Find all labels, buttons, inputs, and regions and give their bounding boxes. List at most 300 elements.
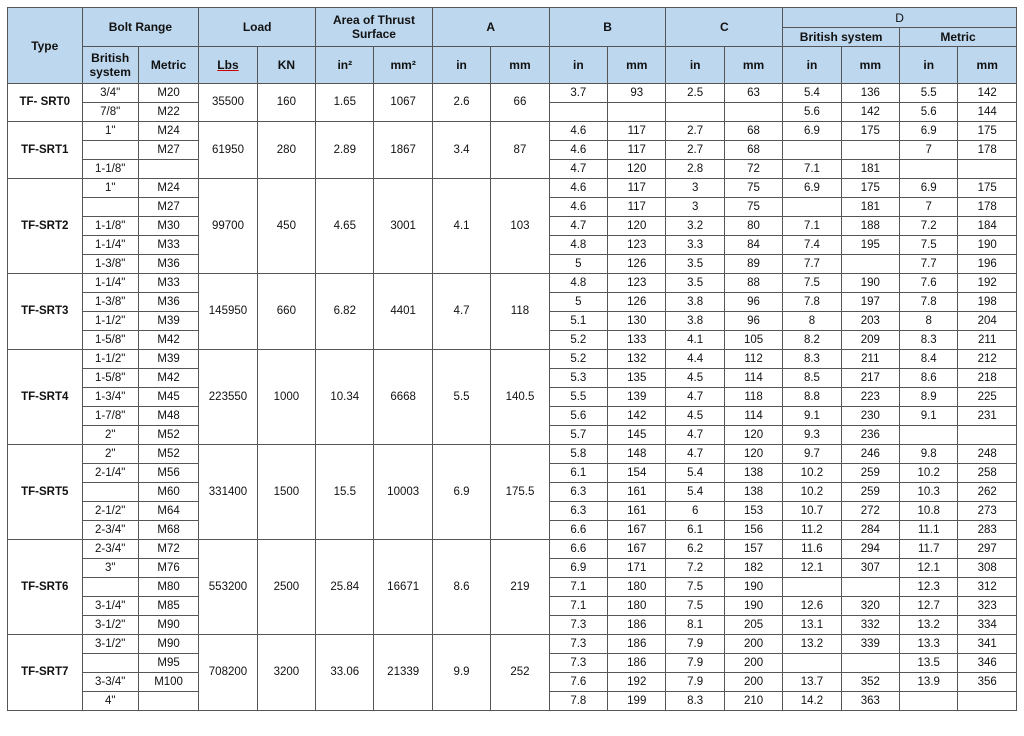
d-m-mm-cell: 178 — [958, 198, 1017, 217]
table-row — [8, 84, 1017, 103]
d-b-mm-cell: 136 — [841, 84, 899, 103]
b-in-cell: 5 — [549, 293, 607, 312]
b-mm-cell: 167 — [608, 521, 666, 540]
b-mm-cell: 130 — [608, 312, 666, 331]
d-b-mm-cell: 181 — [841, 198, 899, 217]
c-mm-cell: 80 — [724, 217, 782, 236]
d-b-mm-cell: 197 — [841, 293, 899, 312]
in2-cell: 15.5 — [316, 445, 374, 540]
c-in-cell: 5.4 — [666, 483, 724, 502]
c-mm-cell: 75 — [724, 198, 782, 217]
d-b-in-cell: 5.6 — [783, 103, 841, 122]
type-cell: TF- SRT0 — [8, 84, 83, 122]
c-in-cell: 6.1 — [666, 521, 724, 540]
c-in-cell: 4.7 — [666, 388, 724, 407]
d-m-mm-cell: 211 — [958, 331, 1017, 350]
c-mm-cell: 138 — [724, 464, 782, 483]
table-row — [8, 179, 1017, 198]
brit-cell — [82, 654, 138, 673]
b-mm-cell: 145 — [608, 426, 666, 445]
d-m-in-cell: 8 — [900, 312, 958, 331]
d-b-in-cell: 12.6 — [783, 597, 841, 616]
d-m-in-cell: 12.7 — [900, 597, 958, 616]
b-mm-cell: 133 — [608, 331, 666, 350]
b-mm-cell: 135 — [608, 369, 666, 388]
a-in-cell: 8.6 — [432, 540, 490, 635]
header-d-metric-in: in — [900, 47, 958, 84]
d-m-mm-cell: 142 — [958, 84, 1017, 103]
d-m-mm-cell: 225 — [958, 388, 1017, 407]
d-m-mm-cell: 297 — [958, 540, 1017, 559]
d-b-mm-cell: 188 — [841, 217, 899, 236]
d-m-in-cell: 9.1 — [900, 407, 958, 426]
header-d-british-mm: mm — [841, 47, 899, 84]
table-row — [8, 350, 1017, 369]
d-b-in-cell: 8.5 — [783, 369, 841, 388]
b-mm-cell: 192 — [608, 673, 666, 692]
c-in-cell: 2.7 — [666, 122, 724, 141]
d-m-in-cell: 12.1 — [900, 559, 958, 578]
lbs-cell: 35500 — [199, 84, 257, 122]
b-mm-cell: 117 — [608, 122, 666, 141]
brit-cell: 3" — [82, 559, 138, 578]
metric-cell: M36 — [138, 293, 198, 312]
c-in-cell: 3.2 — [666, 217, 724, 236]
brit-cell: 2-1/4" — [82, 464, 138, 483]
header-b-mm: mm — [608, 47, 666, 84]
b-mm-cell: 142 — [608, 407, 666, 426]
d-b-in-cell: 11.6 — [783, 540, 841, 559]
d-b-in-cell: 14.2 — [783, 692, 841, 711]
b-mm-cell: 120 — [608, 217, 666, 236]
b-in-cell: 4.6 — [549, 122, 607, 141]
d-m-mm-cell: 346 — [958, 654, 1017, 673]
header-bolt-range: Bolt Range — [82, 8, 199, 47]
d-m-in-cell: 5.5 — [900, 84, 958, 103]
b-in-cell: 5.1 — [549, 312, 607, 331]
c-in-cell: 7.5 — [666, 597, 724, 616]
d-m-in-cell: 9.8 — [900, 445, 958, 464]
c-mm-cell: 120 — [724, 426, 782, 445]
metric-cell: M24 — [138, 122, 198, 141]
lbs-cell: 61950 — [199, 122, 257, 179]
b-mm-cell: 117 — [608, 141, 666, 160]
header-d-metric-mm: mm — [958, 47, 1017, 84]
b-mm-cell: 199 — [608, 692, 666, 711]
a-mm-cell: 175.5 — [491, 445, 549, 540]
d-b-mm-cell: 272 — [841, 502, 899, 521]
d-b-in-cell — [783, 654, 841, 673]
d-b-in-cell — [783, 141, 841, 160]
d-m-mm-cell: 231 — [958, 407, 1017, 426]
b-mm-cell: 120 — [608, 160, 666, 179]
d-b-in-cell: 8.2 — [783, 331, 841, 350]
c-mm-cell: 88 — [724, 274, 782, 293]
d-m-mm-cell: 196 — [958, 255, 1017, 274]
d-m-in-cell: 7.8 — [900, 293, 958, 312]
brit-cell: 1-5/8" — [82, 369, 138, 388]
d-m-mm-cell: 258 — [958, 464, 1017, 483]
d-m-mm-cell — [958, 160, 1017, 179]
b-in-cell: 5.7 — [549, 426, 607, 445]
b-mm-cell: 180 — [608, 597, 666, 616]
metric-cell: M24 — [138, 179, 198, 198]
d-m-mm-cell — [958, 692, 1017, 711]
d-m-in-cell: 8.4 — [900, 350, 958, 369]
d-m-mm-cell: 175 — [958, 179, 1017, 198]
header-a-in: in — [432, 47, 490, 84]
c-mm-cell: 96 — [724, 293, 782, 312]
kn-cell: 1000 — [257, 350, 315, 445]
d-m-in-cell: 13.2 — [900, 616, 958, 635]
d-m-mm-cell: 308 — [958, 559, 1017, 578]
c-mm-cell: 114 — [724, 407, 782, 426]
brit-cell: 3-3/4" — [82, 673, 138, 692]
d-b-in-cell: 13.1 — [783, 616, 841, 635]
a-mm-cell: 87 — [491, 122, 549, 179]
d-m-in-cell: 10.2 — [900, 464, 958, 483]
d-b-mm-cell: 190 — [841, 274, 899, 293]
d-m-mm-cell: 184 — [958, 217, 1017, 236]
b-in-cell: 5.5 — [549, 388, 607, 407]
metric-cell: M68 — [138, 521, 198, 540]
d-m-in-cell: 6.9 — [900, 122, 958, 141]
b-mm-cell: 123 — [608, 236, 666, 255]
metric-cell: M85 — [138, 597, 198, 616]
metric-cell: M45 — [138, 388, 198, 407]
c-in-cell: 3.5 — [666, 274, 724, 293]
d-b-mm-cell: 246 — [841, 445, 899, 464]
c-in-cell: 3.5 — [666, 255, 724, 274]
d-m-mm-cell: 190 — [958, 236, 1017, 255]
b-mm-cell: 123 — [608, 274, 666, 293]
brit-cell: 3-1/2" — [82, 635, 138, 654]
d-m-in-cell: 7.6 — [900, 274, 958, 293]
c-mm-cell: 138 — [724, 483, 782, 502]
d-b-mm-cell: 223 — [841, 388, 899, 407]
in2-cell: 25.84 — [316, 540, 374, 635]
c-mm-cell: 84 — [724, 236, 782, 255]
b-mm-cell: 148 — [608, 445, 666, 464]
d-b-in-cell: 7.5 — [783, 274, 841, 293]
c-in-cell: 6.2 — [666, 540, 724, 559]
d-m-in-cell: 8.6 — [900, 369, 958, 388]
d-b-in-cell: 7.4 — [783, 236, 841, 255]
brit-cell: 3/4" — [82, 84, 138, 103]
c-mm-cell: 112 — [724, 350, 782, 369]
d-b-mm-cell: 203 — [841, 312, 899, 331]
d-b-mm-cell: 307 — [841, 559, 899, 578]
metric-cell: M60 — [138, 483, 198, 502]
a-in-cell: 2.6 — [432, 84, 490, 122]
b-in-cell — [549, 103, 607, 122]
d-m-in-cell — [900, 160, 958, 179]
b-in-cell: 7.8 — [549, 692, 607, 711]
c-in-cell: 8.3 — [666, 692, 724, 711]
d-b-in-cell: 10.7 — [783, 502, 841, 521]
metric-cell: M39 — [138, 312, 198, 331]
c-mm-cell: 72 — [724, 160, 782, 179]
kn-cell: 3200 — [257, 635, 315, 711]
d-b-mm-cell: 320 — [841, 597, 899, 616]
b-mm-cell: 186 — [608, 654, 666, 673]
brit-cell: 7/8" — [82, 103, 138, 122]
metric-cell: M42 — [138, 331, 198, 350]
d-b-mm-cell: 352 — [841, 673, 899, 692]
metric-cell: M27 — [138, 198, 198, 217]
metric-cell — [138, 160, 198, 179]
d-m-mm-cell — [958, 426, 1017, 445]
d-b-in-cell: 7.1 — [783, 217, 841, 236]
b-in-cell: 5.3 — [549, 369, 607, 388]
d-b-mm-cell — [841, 578, 899, 597]
header-d-british-in: in — [783, 47, 841, 84]
c-mm-cell: 118 — [724, 388, 782, 407]
b-in-cell: 3.7 — [549, 84, 607, 103]
kn-cell: 2500 — [257, 540, 315, 635]
metric-cell: M48 — [138, 407, 198, 426]
type-cell: TF-SRT3 — [8, 274, 83, 350]
metric-cell: M52 — [138, 445, 198, 464]
c-mm-cell: 153 — [724, 502, 782, 521]
b-in-cell: 6.9 — [549, 559, 607, 578]
a-in-cell: 4.1 — [432, 179, 490, 274]
c-mm-cell: 63 — [724, 84, 782, 103]
d-m-mm-cell: 192 — [958, 274, 1017, 293]
c-in-cell: 3.3 — [666, 236, 724, 255]
metric-cell: M20 — [138, 84, 198, 103]
metric-cell: M64 — [138, 502, 198, 521]
metric-cell: M33 — [138, 236, 198, 255]
a-in-cell: 6.9 — [432, 445, 490, 540]
d-b-mm-cell: 217 — [841, 369, 899, 388]
d-b-in-cell: 13.2 — [783, 635, 841, 654]
type-cell: TF-SRT5 — [8, 445, 83, 540]
d-b-in-cell: 8.8 — [783, 388, 841, 407]
b-mm-cell: 161 — [608, 502, 666, 521]
d-b-mm-cell — [841, 141, 899, 160]
in2-cell: 2.89 — [316, 122, 374, 179]
lbs-cell: 331400 — [199, 445, 257, 540]
header-mm2: mm² — [374, 47, 432, 84]
b-mm-cell: 93 — [608, 84, 666, 103]
b-in-cell: 5 — [549, 255, 607, 274]
c-mm-cell: 96 — [724, 312, 782, 331]
d-b-in-cell: 12.1 — [783, 559, 841, 578]
d-b-in-cell: 9.1 — [783, 407, 841, 426]
type-cell: TF-SRT1 — [8, 122, 83, 179]
mm2-cell: 6668 — [374, 350, 432, 445]
b-in-cell: 6.3 — [549, 502, 607, 521]
metric-cell: M30 — [138, 217, 198, 236]
c-mm-cell: 190 — [724, 578, 782, 597]
a-mm-cell: 118 — [491, 274, 549, 350]
brit-cell: 1-1/2" — [82, 350, 138, 369]
b-mm-cell: 186 — [608, 616, 666, 635]
b-mm-cell: 117 — [608, 198, 666, 217]
d-b-in-cell: 7.1 — [783, 160, 841, 179]
brit-cell: 1-1/8" — [82, 217, 138, 236]
table-row — [8, 635, 1017, 654]
d-m-in-cell: 13.9 — [900, 673, 958, 692]
c-in-cell: 4.4 — [666, 350, 724, 369]
d-m-mm-cell: 341 — [958, 635, 1017, 654]
c-mm-cell: 68 — [724, 141, 782, 160]
brit-cell: 1-1/2" — [82, 312, 138, 331]
c-mm-cell — [724, 103, 782, 122]
b-mm-cell: 117 — [608, 179, 666, 198]
brit-cell: 3-1/4" — [82, 597, 138, 616]
c-mm-cell: 68 — [724, 122, 782, 141]
c-mm-cell: 200 — [724, 654, 782, 673]
brit-cell: 4" — [82, 692, 138, 711]
d-m-in-cell: 5.6 — [900, 103, 958, 122]
kn-cell: 280 — [257, 122, 315, 179]
c-in-cell: 7.9 — [666, 654, 724, 673]
mm2-cell: 3001 — [374, 179, 432, 274]
d-b-in-cell: 13.7 — [783, 673, 841, 692]
d-b-mm-cell: 181 — [841, 160, 899, 179]
kn-cell: 450 — [257, 179, 315, 274]
d-b-mm-cell: 363 — [841, 692, 899, 711]
brit-cell: 2-3/4" — [82, 521, 138, 540]
d-m-in-cell: 7 — [900, 198, 958, 217]
spec-table-wrapper — [7, 7, 1017, 711]
metric-cell: M72 — [138, 540, 198, 559]
brit-cell — [82, 141, 138, 160]
lbs-cell: 145950 — [199, 274, 257, 350]
d-b-mm-cell: 339 — [841, 635, 899, 654]
kn-cell: 660 — [257, 274, 315, 350]
brit-cell: 1-1/8" — [82, 160, 138, 179]
d-b-in-cell: 7.8 — [783, 293, 841, 312]
b-in-cell: 5.2 — [549, 350, 607, 369]
header-c-mm: mm — [724, 47, 782, 84]
d-b-in-cell: 8 — [783, 312, 841, 331]
b-in-cell: 7.1 — [549, 578, 607, 597]
brit-cell: 1" — [82, 179, 138, 198]
table-row — [8, 540, 1017, 559]
b-in-cell: 7.6 — [549, 673, 607, 692]
a-mm-cell: 252 — [491, 635, 549, 711]
d-b-mm-cell: 175 — [841, 179, 899, 198]
in2-cell: 6.82 — [316, 274, 374, 350]
header-d: D — [783, 8, 1017, 28]
b-in-cell: 6.1 — [549, 464, 607, 483]
brit-cell: 1-3/8" — [82, 255, 138, 274]
d-b-mm-cell: 209 — [841, 331, 899, 350]
d-m-in-cell — [900, 692, 958, 711]
d-b-in-cell: 11.2 — [783, 521, 841, 540]
brit-cell — [82, 483, 138, 502]
c-in-cell: 2.7 — [666, 141, 724, 160]
a-in-cell: 4.7 — [432, 274, 490, 350]
c-mm-cell: 89 — [724, 255, 782, 274]
d-b-in-cell — [783, 578, 841, 597]
d-b-mm-cell: 175 — [841, 122, 899, 141]
mm2-cell: 16671 — [374, 540, 432, 635]
c-mm-cell: 120 — [724, 445, 782, 464]
header-british-system: British system — [82, 47, 138, 84]
d-b-mm-cell: 142 — [841, 103, 899, 122]
b-in-cell: 4.7 — [549, 160, 607, 179]
mm2-cell: 1067 — [374, 84, 432, 122]
c-mm-cell: 190 — [724, 597, 782, 616]
c-in-cell: 7.9 — [666, 673, 724, 692]
d-b-mm-cell: 259 — [841, 464, 899, 483]
b-in-cell: 6.3 — [549, 483, 607, 502]
table-row — [8, 445, 1017, 464]
d-m-in-cell: 13.3 — [900, 635, 958, 654]
metric-cell: M52 — [138, 426, 198, 445]
brit-cell: 1-1/4" — [82, 236, 138, 255]
brit-cell: 1-5/8" — [82, 331, 138, 350]
b-in-cell: 7.3 — [549, 635, 607, 654]
header-kn: KN — [257, 47, 315, 84]
header-b-in: in — [549, 47, 607, 84]
c-mm-cell: 205 — [724, 616, 782, 635]
b-in-cell: 4.6 — [549, 198, 607, 217]
in2-cell: 33.06 — [316, 635, 374, 711]
d-m-mm-cell: 212 — [958, 350, 1017, 369]
in2-cell: 1.65 — [316, 84, 374, 122]
metric-cell: M27 — [138, 141, 198, 160]
d-b-in-cell: 6.9 — [783, 122, 841, 141]
metric-cell: M90 — [138, 635, 198, 654]
a-mm-cell: 66 — [491, 84, 549, 122]
brit-cell: 1-3/4" — [82, 388, 138, 407]
kn-cell: 160 — [257, 84, 315, 122]
d-b-mm-cell: 230 — [841, 407, 899, 426]
header-type: Type — [8, 8, 83, 84]
brit-cell: 2" — [82, 445, 138, 464]
d-b-in-cell — [783, 198, 841, 217]
mm2-cell: 10003 — [374, 445, 432, 540]
b-in-cell: 4.6 — [549, 179, 607, 198]
d-m-mm-cell: 273 — [958, 502, 1017, 521]
b-in-cell: 4.6 — [549, 141, 607, 160]
brit-cell: 2-1/2" — [82, 502, 138, 521]
b-in-cell: 5.8 — [549, 445, 607, 464]
c-in-cell: 7.9 — [666, 635, 724, 654]
d-b-in-cell: 7.7 — [783, 255, 841, 274]
c-in-cell: 5.4 — [666, 464, 724, 483]
d-m-mm-cell: 334 — [958, 616, 1017, 635]
d-m-mm-cell: 262 — [958, 483, 1017, 502]
c-in-cell: 7.2 — [666, 559, 724, 578]
c-mm-cell: 156 — [724, 521, 782, 540]
d-m-in-cell: 7.2 — [900, 217, 958, 236]
brit-cell: 1-7/8" — [82, 407, 138, 426]
c-mm-cell: 114 — [724, 369, 782, 388]
brit-cell: 3-1/2" — [82, 616, 138, 635]
metric-cell: M76 — [138, 559, 198, 578]
c-in-cell: 4.7 — [666, 445, 724, 464]
metric-cell — [138, 692, 198, 711]
header-b: B — [549, 8, 666, 47]
c-in-cell: 3.8 — [666, 312, 724, 331]
c-in-cell: 2.8 — [666, 160, 724, 179]
d-m-in-cell: 6.9 — [900, 179, 958, 198]
b-in-cell: 7.3 — [549, 654, 607, 673]
d-m-in-cell: 7 — [900, 141, 958, 160]
b-mm-cell: 154 — [608, 464, 666, 483]
metric-cell: M95 — [138, 654, 198, 673]
mm2-cell: 4401 — [374, 274, 432, 350]
c-mm-cell: 105 — [724, 331, 782, 350]
brit-cell: 1" — [82, 122, 138, 141]
d-m-mm-cell: 204 — [958, 312, 1017, 331]
